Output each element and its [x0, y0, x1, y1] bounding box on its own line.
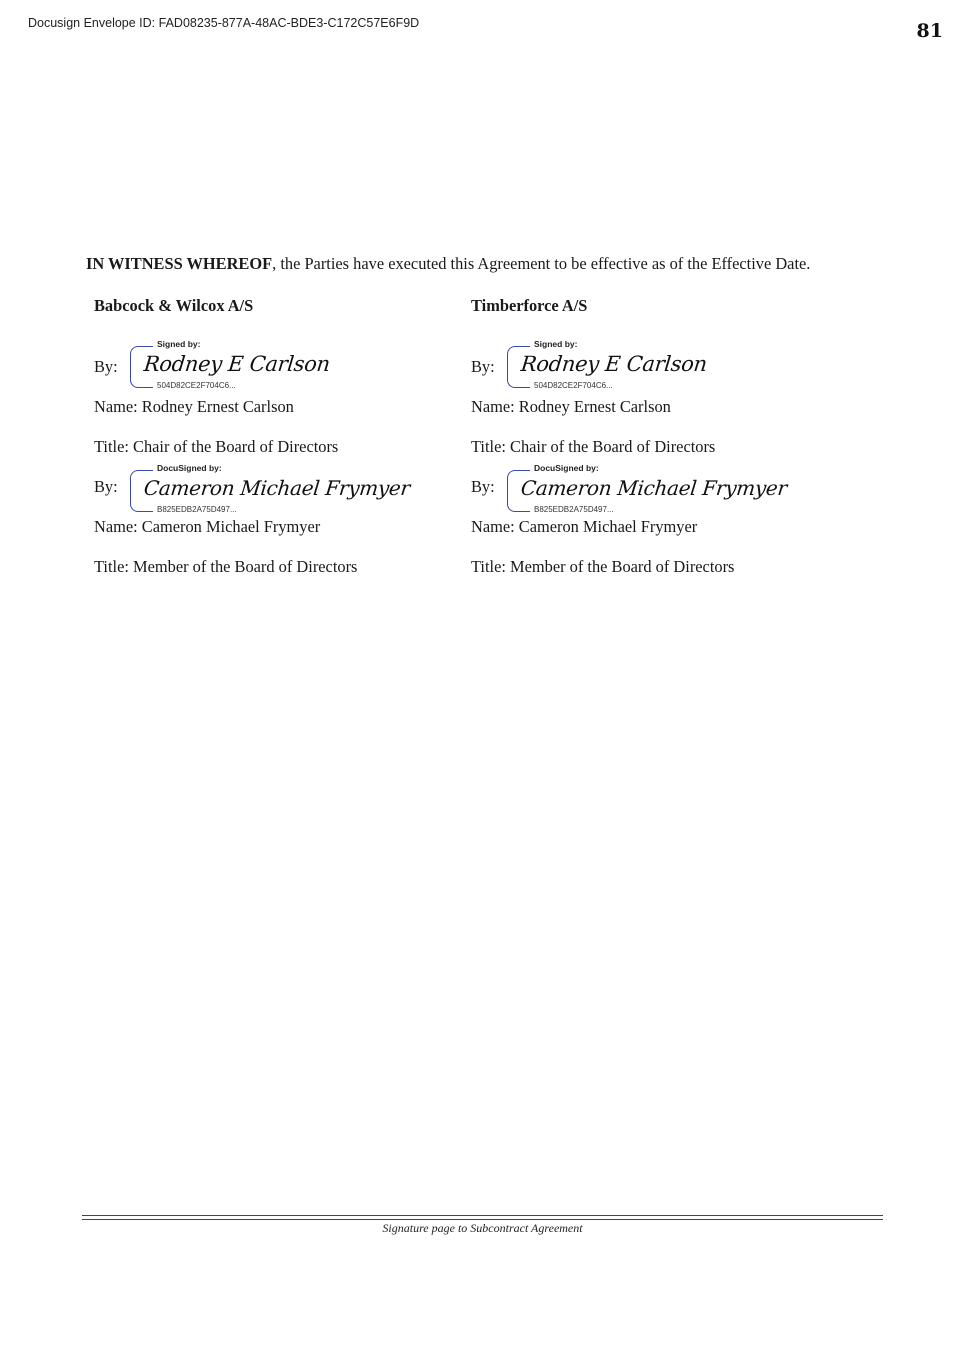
by-label: By:	[94, 477, 118, 496]
signer-title: Title: Chair of the Board of Directors	[471, 437, 716, 456]
signature-script: Rodney E Carlson	[142, 352, 332, 376]
signature-code: 504D82CE2F704C6...	[157, 381, 236, 390]
witness-statement	[86, 254, 810, 274]
signature-script: Rodney E Carlson	[519, 352, 709, 376]
by-label: By:	[471, 357, 495, 376]
signature-header: DocuSigned by:	[157, 463, 222, 473]
signature-header: Signed by:	[157, 339, 201, 349]
footer-text: Signature page to Subcontract Agreement	[382, 1221, 583, 1235]
signature-block	[507, 338, 757, 392]
company-name: Babcock & Wilcox A/S	[94, 296, 254, 315]
witness-text: , the Parties have executed this Agreement to be effective as of the Effective Date.	[272, 254, 811, 273]
signature-code: B825EDB2A75D497...	[157, 505, 237, 514]
footer-rule	[82, 1215, 883, 1220]
signer-title: Title: Member of the Board of Directors	[471, 557, 735, 576]
signature-header: DocuSigned by:	[534, 463, 599, 473]
by-label: By:	[471, 477, 495, 496]
page-number: 81	[916, 20, 943, 42]
signer-title: Title: Chair of the Board of Directors	[94, 437, 339, 456]
signature-code: 504D82CE2F704C6...	[534, 381, 613, 390]
signer-name: Name: Rodney Ernest Carlson	[94, 397, 294, 416]
signer-title: Title: Member of the Board of Directors	[94, 557, 358, 576]
signature-block	[130, 338, 380, 392]
signature-header: Signed by:	[534, 339, 578, 349]
by-label: By:	[94, 357, 118, 376]
signer-name: Name: Cameron Michael Frymyer	[471, 517, 698, 536]
party-block-babcock	[94, 296, 474, 576]
signature-block	[507, 462, 789, 516]
envelope-id: Docusign Envelope ID: FAD08235-877A-48AC-BDE3-C172C57E6F9D	[28, 16, 420, 30]
signature-block	[130, 462, 412, 516]
party-block-timberforce	[471, 296, 851, 576]
signature-script: Cameron Michael Frymyer	[142, 476, 412, 500]
signer-name: Name: Cameron Michael Frymyer	[94, 517, 321, 536]
signature-code: B825EDB2A75D497...	[534, 505, 614, 514]
signer-name: Name: Rodney Ernest Carlson	[471, 397, 671, 416]
witness-lead: IN WITNESS WHEREOF	[86, 254, 273, 273]
signature-script: Cameron Michael Frymyer	[519, 476, 789, 500]
company-name: Timberforce A/S	[471, 296, 588, 315]
